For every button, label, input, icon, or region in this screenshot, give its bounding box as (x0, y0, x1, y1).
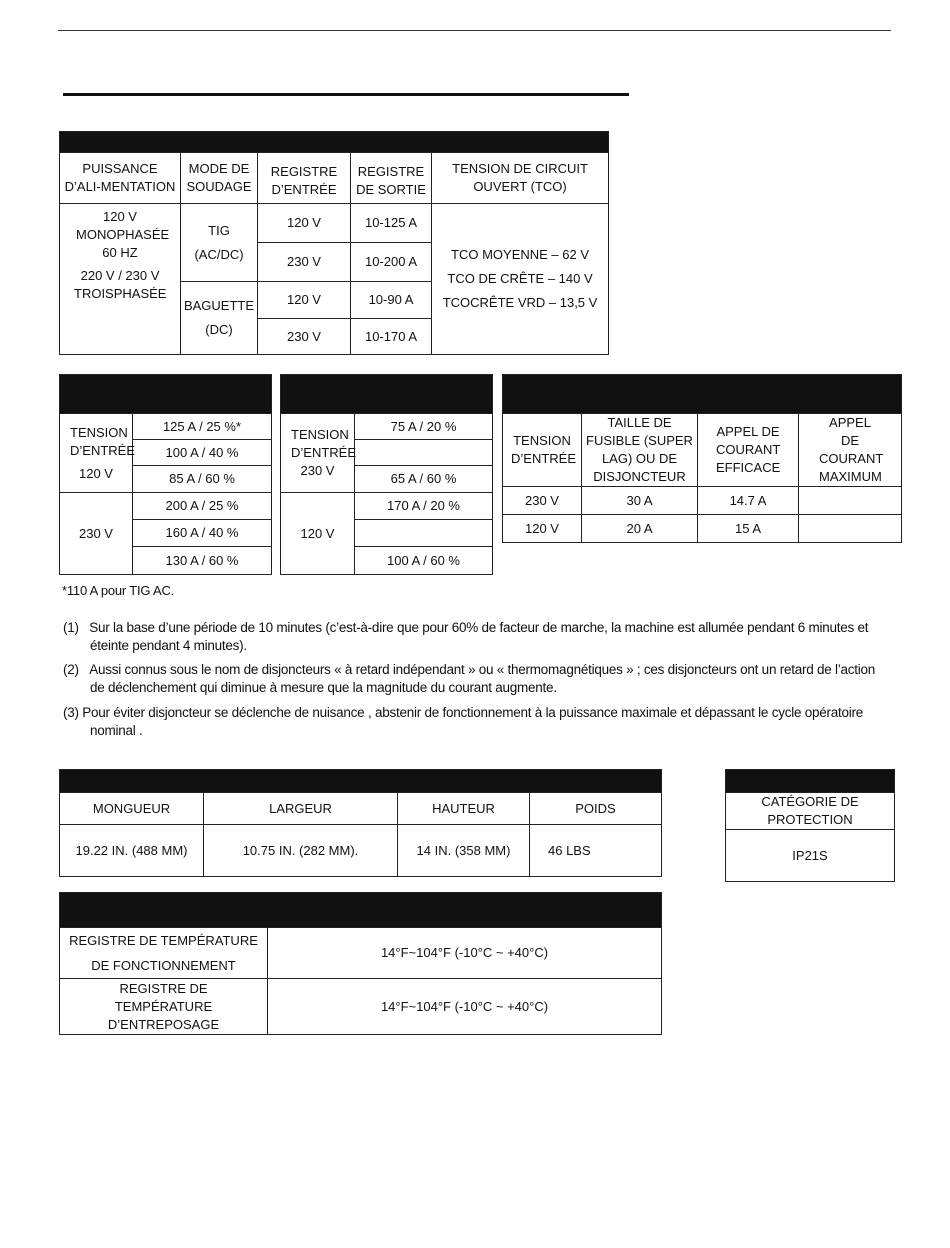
power-supply-single: 120 V MONOPHASÉE 60 HZ (76, 209, 170, 260)
power-supply-three: 220 V / 230 V TROISPHASÉE (74, 268, 167, 301)
col-header: PUISSANCE D’ALI-MENTATION (60, 153, 181, 204)
mode-baguette-cell (181, 282, 258, 355)
duty-value: 170 A / 20 % (355, 493, 493, 520)
tco-line: TCOCRÊTE VRD – 13,5 V (442, 295, 598, 310)
power-supply-cell (60, 204, 181, 355)
table-header-bar (503, 375, 902, 414)
note-text-cont: nominal . (90, 723, 143, 738)
col-header: TENSION D’ENTRÉE (503, 414, 582, 487)
table-cell: 20 A (582, 515, 698, 543)
duty-cycle-table-b (280, 374, 493, 575)
fuse-current-table (502, 374, 902, 543)
table-header-bar (281, 375, 493, 414)
row-label-line: REGISTRE DE TEMPÉRATURE (69, 932, 258, 948)
mode-baguette-sub: (DC) (205, 322, 233, 337)
col-header: APPEL DE COURANT MAXIMUM (799, 414, 902, 487)
output-range: 10-200 A (351, 243, 432, 282)
col-header: MODE DE SOUDAGE (181, 153, 258, 204)
note-1 (63, 619, 893, 655)
table-cell: 15 A (698, 515, 799, 543)
input-voltage-value: 120 V (79, 465, 113, 481)
col-header: POIDS (530, 793, 662, 825)
table-header-bar (60, 893, 662, 928)
output-range: 10-90 A (351, 282, 432, 319)
dimension-value: 46 LBS (530, 825, 662, 877)
duty-value: 75 A / 20 % (355, 414, 493, 440)
table-cell: 120 V (503, 515, 582, 543)
duty-value: 200 A / 25 % (133, 493, 272, 520)
tco-line: TCO DE CRÊTE – 140 V (447, 271, 593, 286)
section-title-rule (63, 93, 629, 96)
dimension-value: 14 IN. (358 MM) (398, 825, 530, 877)
temperature-value: 14°F~104°F (-10°C ~ +40°C) (268, 979, 662, 1035)
temperature-table (59, 892, 662, 1035)
col-header: APPEL DE COURANT EFFICACE (698, 414, 799, 487)
footnote: *110 A pour TIG AC. (62, 583, 175, 598)
input-range: 120 V (258, 282, 351, 319)
mode-baguette: BAGUETTE (183, 298, 255, 313)
dimension-value: 10.75 IN. (282 MM). (204, 825, 398, 877)
duty-value: 85 A / 60 % (133, 466, 272, 493)
table-cell (799, 515, 902, 543)
mode-tig-cell (181, 204, 258, 282)
col-header: TAILLE DE FUSIBLE (SUPER LAG) OU DE DISJONCTEUR (582, 414, 698, 487)
note-text: Aussi connus sous le nom de disjoncteurs « à retard indépendant » ou « thermomagnétiques » ; ces disjoncteurs ont un retard de l’action (89, 662, 876, 677)
table-cell (799, 487, 902, 515)
note-text: Pour éviter disjoncteur se déclenche de nuisance , abstenir de fonctionnement à la puissance maximale et dépassant le cycle opératoire (82, 705, 863, 720)
note-number: (1) (63, 620, 79, 635)
note-number: (3) (63, 705, 79, 720)
duty-value (355, 440, 493, 466)
table-header-bar (60, 375, 272, 414)
top-rule (58, 30, 891, 31)
col-header: HAUTEUR (398, 793, 530, 825)
note-text: Sur la base d’une période de 10 minutes (c’est-à-dire que pour 60% de facteur de marche, la machine est allumée pendant 6 minutes et (89, 620, 869, 635)
spec-table-input-output (59, 131, 609, 355)
protection-value: IP21S (726, 830, 895, 882)
row-label-line: DE FONCTIONNEMENT (91, 957, 236, 973)
table-cell: 30 A (582, 487, 698, 515)
input-voltage-cell (60, 414, 136, 493)
input-voltage-cell: TENSION D’ENTRÉE 230 V (281, 414, 355, 493)
col-header: REGISTRE DE SORTIE (351, 153, 432, 204)
row-label (60, 928, 268, 979)
note-text-cont: éteinte pendant 4 minutes). (90, 638, 247, 653)
dimensions-table (59, 769, 662, 877)
table-header-bar (60, 770, 662, 793)
output-range: 10-170 A (351, 319, 432, 355)
input-voltage-cell: 120 V (281, 493, 355, 575)
input-voltage-cell: 230 V (60, 493, 133, 575)
duty-value: 130 A / 60 % (133, 547, 272, 575)
duty-value: 100 A / 40 % (133, 440, 272, 466)
col-header: MONGUEUR (60, 793, 204, 825)
input-range: 230 V (258, 243, 351, 282)
row-label: REGISTRE DE TEMPÉRATURE D’ENTREPOSAGE (60, 979, 268, 1035)
col-header: REGISTRE D’ENTRÉE (258, 153, 351, 204)
duty-value (355, 520, 493, 547)
tco-line: TCO MOYENNE – 62 V (451, 247, 590, 262)
note-number: (2) (63, 662, 79, 677)
col-header: TENSION DE CIRCUIT OUVERT (TCO) (432, 153, 609, 204)
temperature-value: 14°F~104°F (-10°C ~ +40°C) (268, 928, 662, 979)
input-range: 120 V (258, 204, 351, 243)
mode-tig: TIG (208, 222, 230, 238)
input-voltage-label: TENSION D’ENTRÉE (70, 424, 136, 458)
table-header-bar (726, 770, 895, 793)
protection-table (725, 769, 895, 882)
table-cell: 14.7 A (698, 487, 799, 515)
table-cell: 230 V (503, 487, 582, 515)
input-range: 230 V (258, 319, 351, 355)
duty-value: 100 A / 60 % (355, 547, 493, 575)
col-header: LARGEUR (204, 793, 398, 825)
note-3 (63, 704, 893, 740)
duty-cycle-table-a (59, 374, 272, 575)
table-header-bar (60, 132, 609, 153)
note-2 (63, 661, 893, 697)
duty-value: 125 A / 25 %* (133, 414, 272, 440)
col-header: CATÉGORIE DE PROTECTION (726, 793, 895, 830)
dimension-value: 19.22 IN. (488 MM) (60, 825, 204, 877)
output-range: 10-125 A (351, 204, 432, 243)
duty-value: 160 A / 40 % (133, 520, 272, 547)
duty-value: 65 A / 60 % (355, 466, 493, 493)
mode-tig-sub: (AC/DC) (194, 246, 244, 262)
tco-cell (432, 204, 609, 355)
note-text-cont: de déclenchement qui diminue à mesure que la magnitude du courant augmente. (90, 680, 557, 695)
